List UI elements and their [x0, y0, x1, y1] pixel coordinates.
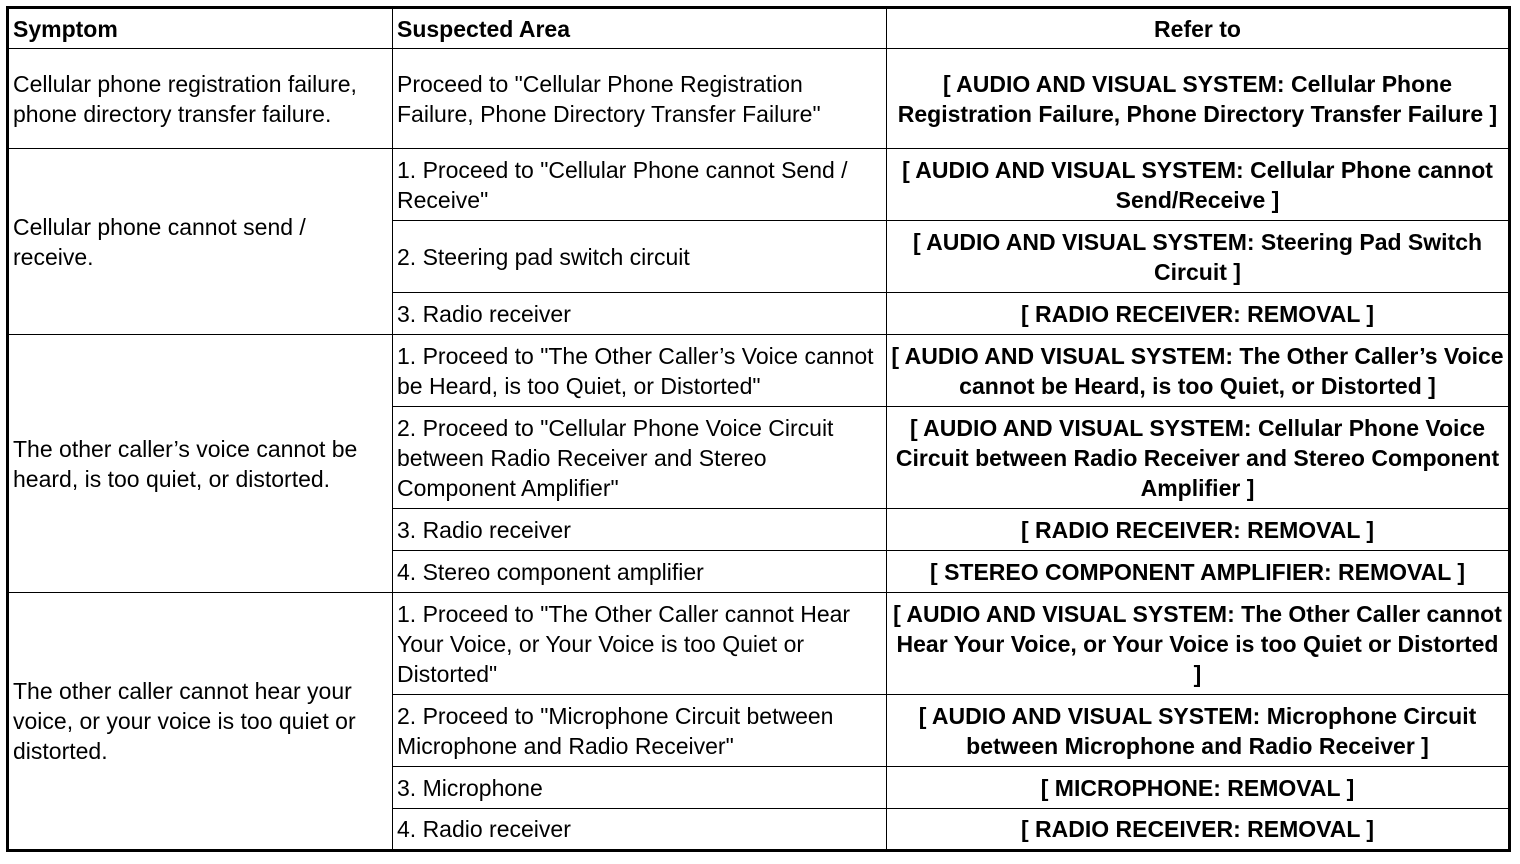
suspected-area-cell: 3. Microphone: [393, 767, 887, 809]
symptom-cell: The other caller’s voice cannot be heard, is too quiet, or distorted.: [8, 335, 393, 593]
suspected-area-cell: 3. Radio receiver: [393, 509, 887, 551]
symptom-cell: The other caller cannot hear your voice, or your voice is too quiet or distorted.: [8, 593, 393, 851]
suspected-area-cell: 1. Proceed to "The Other Caller’s Voice cannot be Heard, is too Quiet, or Distorted": [393, 335, 887, 407]
table-row: [8, 593, 1510, 695]
header-symptom: Symptom: [8, 8, 393, 49]
refer-to-cell: [ AUDIO AND VISUAL SYSTEM: The Other Caller cannot Hear Your Voice, or Your Voice is too Quiet or Distorted ]: [887, 593, 1510, 695]
diagnostic-table: [6, 6, 1511, 852]
table-row: [8, 149, 1510, 221]
table-row: [8, 49, 1510, 149]
header-suspected-area: Suspected Area: [393, 8, 887, 49]
refer-to-cell: [ RADIO RECEIVER: REMOVAL ]: [887, 809, 1510, 851]
refer-to-cell: [ AUDIO AND VISUAL SYSTEM: The Other Caller’s Voice cannot be Heard, is too Quiet, or Distorted ]: [887, 335, 1510, 407]
table-row: [8, 335, 1510, 407]
suspected-area-cell: 2. Proceed to "Microphone Circuit between Microphone and Radio Receiver": [393, 695, 887, 767]
refer-to-cell: [ AUDIO AND VISUAL SYSTEM: Cellular Phone cannot Send/Receive ]: [887, 149, 1510, 221]
suspected-area-cell: 4. Stereo component amplifier: [393, 551, 887, 593]
suspected-area-cell: 1. Proceed to "The Other Caller cannot Hear Your Voice, or Your Voice is too Quiet or Distorted": [393, 593, 887, 695]
suspected-area-cell: 4. Radio receiver: [393, 809, 887, 851]
header-refer-to: Refer to: [887, 8, 1510, 49]
symptom-cell: Cellular phone cannot send / receive.: [8, 149, 393, 335]
suspected-area-cell: 3. Radio receiver: [393, 293, 887, 335]
suspected-area-cell: 2. Steering pad switch circuit: [393, 221, 887, 293]
refer-to-cell: [ STEREO COMPONENT AMPLIFIER: REMOVAL ]: [887, 551, 1510, 593]
refer-to-cell: [ AUDIO AND VISUAL SYSTEM: Cellular Phone Registration Failure, Phone Directory Transfer Failure ]: [887, 49, 1510, 149]
refer-to-cell: [ MICROPHONE: REMOVAL ]: [887, 767, 1510, 809]
refer-to-cell: [ RADIO RECEIVER: REMOVAL ]: [887, 293, 1510, 335]
refer-to-cell: [ AUDIO AND VISUAL SYSTEM: Cellular Phone Voice Circuit between Radio Receiver and Stereo Component Amplifier ]: [887, 407, 1510, 509]
symptom-cell: Cellular phone registration failure, phone directory transfer failure.: [8, 49, 393, 149]
suspected-area-cell: 2. Proceed to "Cellular Phone Voice Circuit between Radio Receiver and Stereo Component Amplifier": [393, 407, 887, 509]
suspected-area-cell: Proceed to "Cellular Phone Registration Failure, Phone Directory Transfer Failure": [393, 49, 887, 149]
refer-to-cell: [ RADIO RECEIVER: REMOVAL ]: [887, 509, 1510, 551]
suspected-area-cell: 1. Proceed to "Cellular Phone cannot Send / Receive": [393, 149, 887, 221]
refer-to-cell: [ AUDIO AND VISUAL SYSTEM: Microphone Circuit between Microphone and Radio Receiver ]: [887, 695, 1510, 767]
header-row: [8, 8, 1510, 49]
refer-to-cell: [ AUDIO AND VISUAL SYSTEM: Steering Pad Switch Circuit ]: [887, 221, 1510, 293]
